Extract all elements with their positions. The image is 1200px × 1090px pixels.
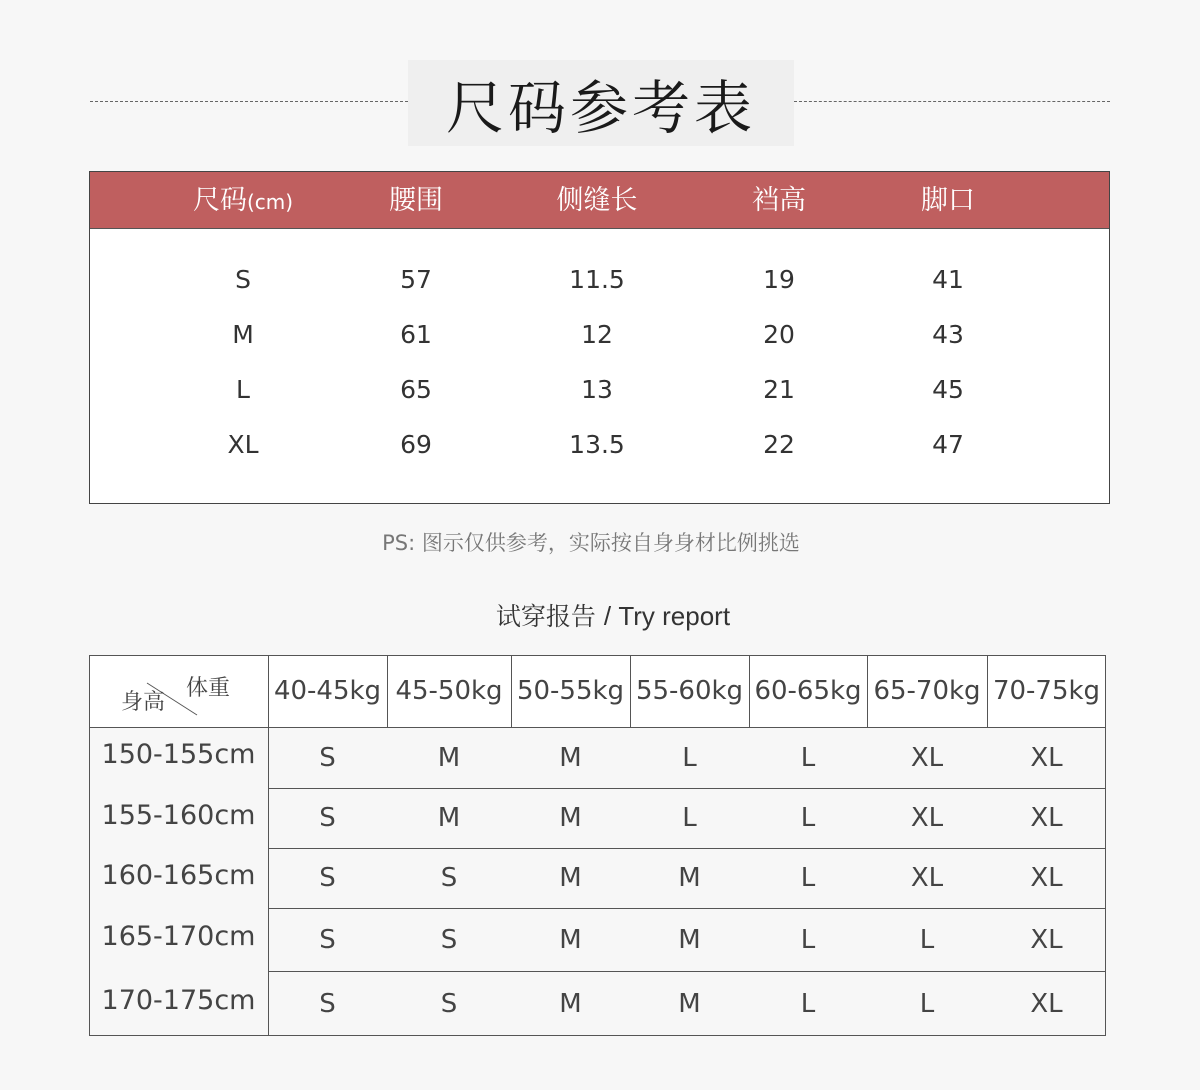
height-label: 165-170cm (101, 921, 256, 952)
size-recommendation: S (319, 803, 336, 833)
size-label: M (232, 320, 254, 349)
weight-header: 55-60kg (630, 655, 749, 727)
size-recommendation: S (319, 924, 336, 955)
weight-header: 45-50kg (387, 655, 511, 727)
title-divider-left (90, 101, 408, 102)
size-recommendation: M (559, 742, 582, 773)
diagonal-divider (89, 655, 268, 727)
size-recommendation: L (682, 803, 697, 833)
table-bottom-border (89, 1035, 1106, 1036)
size-value: 13 (581, 375, 613, 404)
row-divider (268, 788, 1106, 789)
size-value: 13.5 (569, 430, 625, 459)
header-column-divider (630, 655, 631, 727)
weight-header: 60-65kg (749, 655, 867, 727)
size-value: 19 (763, 265, 795, 294)
size-value: 12 (581, 320, 613, 349)
size-recommendation: XL (910, 742, 944, 773)
try-report-title-cn: 试穿报告 (495, 602, 596, 631)
size-value: 57 (400, 265, 432, 294)
size-header-cell (752, 172, 806, 228)
size-header-cell (921, 172, 975, 228)
size-chart-header (90, 172, 1109, 229)
size-header-label: 脚口 (921, 185, 975, 216)
height-label: 155-160cm (101, 799, 256, 831)
size-recommendation: L (800, 863, 816, 893)
size-recommendation: L (800, 803, 816, 833)
size-row (90, 425, 1109, 465)
size-recommendation: M (559, 803, 582, 833)
size-value: 20 (763, 320, 795, 349)
corner-cell (89, 655, 268, 727)
size-value: 41 (932, 265, 964, 294)
size-header-label: 裆高 (752, 185, 806, 216)
weight-header: 50-55kg (511, 655, 630, 727)
size-recommendation: XL (1030, 863, 1063, 893)
size-recommendation: M (559, 988, 582, 1019)
size-chart-table (89, 171, 1110, 504)
header-column-divider (387, 655, 388, 727)
header-column-divider (749, 655, 750, 727)
size-value: 45 (932, 375, 964, 404)
size-label: XL (227, 430, 259, 459)
size-recommendation: L (919, 988, 935, 1019)
weight-header: 40-45kg (268, 655, 387, 727)
size-header-unit: (cm) (246, 190, 294, 214)
try-report-title-en: / Try report (603, 601, 731, 631)
size-recommendation: M (437, 803, 461, 833)
size-recommendation: S (319, 742, 336, 773)
size-recommendation: L (800, 924, 816, 955)
size-recommendation: M (678, 924, 701, 955)
row-divider (268, 848, 1106, 849)
height-label: 150-155cm (101, 739, 256, 770)
size-recommendation: XL (1030, 988, 1063, 1019)
size-label: L (236, 375, 250, 404)
size-recommendation: M (559, 863, 582, 893)
weight-header: 65-70kg (867, 655, 987, 727)
size-recommendation: L (682, 742, 697, 773)
table-right-border (1105, 655, 1106, 1036)
try-report-title (0, 597, 1200, 633)
size-recommendation: L (919, 924, 935, 955)
header-bottom-border (89, 727, 1106, 728)
size-header-label: 侧缝长 (556, 185, 638, 216)
corner-weight-label: 体重 (186, 676, 231, 701)
size-value: 61 (400, 320, 432, 349)
title-divider-right (794, 101, 1110, 102)
weight-header: 70-75kg (987, 655, 1106, 727)
height-column-border (268, 655, 269, 1036)
size-label: S (235, 265, 251, 294)
height-label: 160-165cm (101, 859, 256, 891)
size-recommendation: XL (1030, 924, 1063, 955)
row-divider (268, 908, 1106, 909)
corner-height-label: 身高 (121, 690, 166, 715)
size-recommendation: M (678, 863, 701, 893)
try-report-table (89, 655, 1106, 1036)
size-value: 43 (932, 320, 964, 349)
row-divider (268, 971, 1106, 972)
size-header-label: 尺码 (192, 185, 247, 216)
size-value: 11.5 (569, 265, 625, 294)
size-value: 22 (763, 430, 795, 459)
size-header-cell (389, 172, 443, 228)
size-header-cell (557, 172, 638, 228)
size-header-cell (193, 172, 293, 228)
size-recommendation: S (440, 924, 458, 955)
size-recommendation: L (800, 742, 816, 773)
size-value: 21 (763, 375, 795, 404)
size-recommendation: M (678, 988, 701, 1019)
size-recommendation: S (319, 988, 336, 1019)
header-column-divider (987, 655, 988, 727)
size-recommendation: XL (1030, 803, 1063, 833)
size-recommendation: S (440, 863, 458, 893)
size-row (90, 260, 1109, 300)
size-row (90, 315, 1109, 355)
size-header-label: 腰围 (389, 185, 443, 216)
reference-note: PS: 图示仅供参考，实际按自身身材比例挑选 (382, 531, 800, 555)
page-title: 尺码参考表 (408, 60, 794, 146)
size-value: 65 (400, 375, 432, 404)
size-value: 69 (400, 430, 432, 459)
height-label: 170-175cm (101, 985, 256, 1016)
header-column-divider (867, 655, 868, 727)
size-recommendation: L (800, 988, 816, 1019)
size-recommendation: XL (1030, 742, 1063, 773)
size-value: 47 (932, 430, 964, 459)
table-left-border (89, 655, 90, 1036)
size-recommendation: S (319, 863, 336, 893)
size-recommendation: M (559, 924, 582, 955)
size-row (90, 370, 1109, 410)
table-top-border (89, 655, 1106, 656)
size-recommendation: M (437, 742, 461, 773)
header-column-divider (511, 655, 512, 727)
size-recommendation: S (440, 988, 458, 1019)
size-recommendation: XL (910, 863, 944, 893)
size-recommendation: XL (910, 803, 944, 833)
